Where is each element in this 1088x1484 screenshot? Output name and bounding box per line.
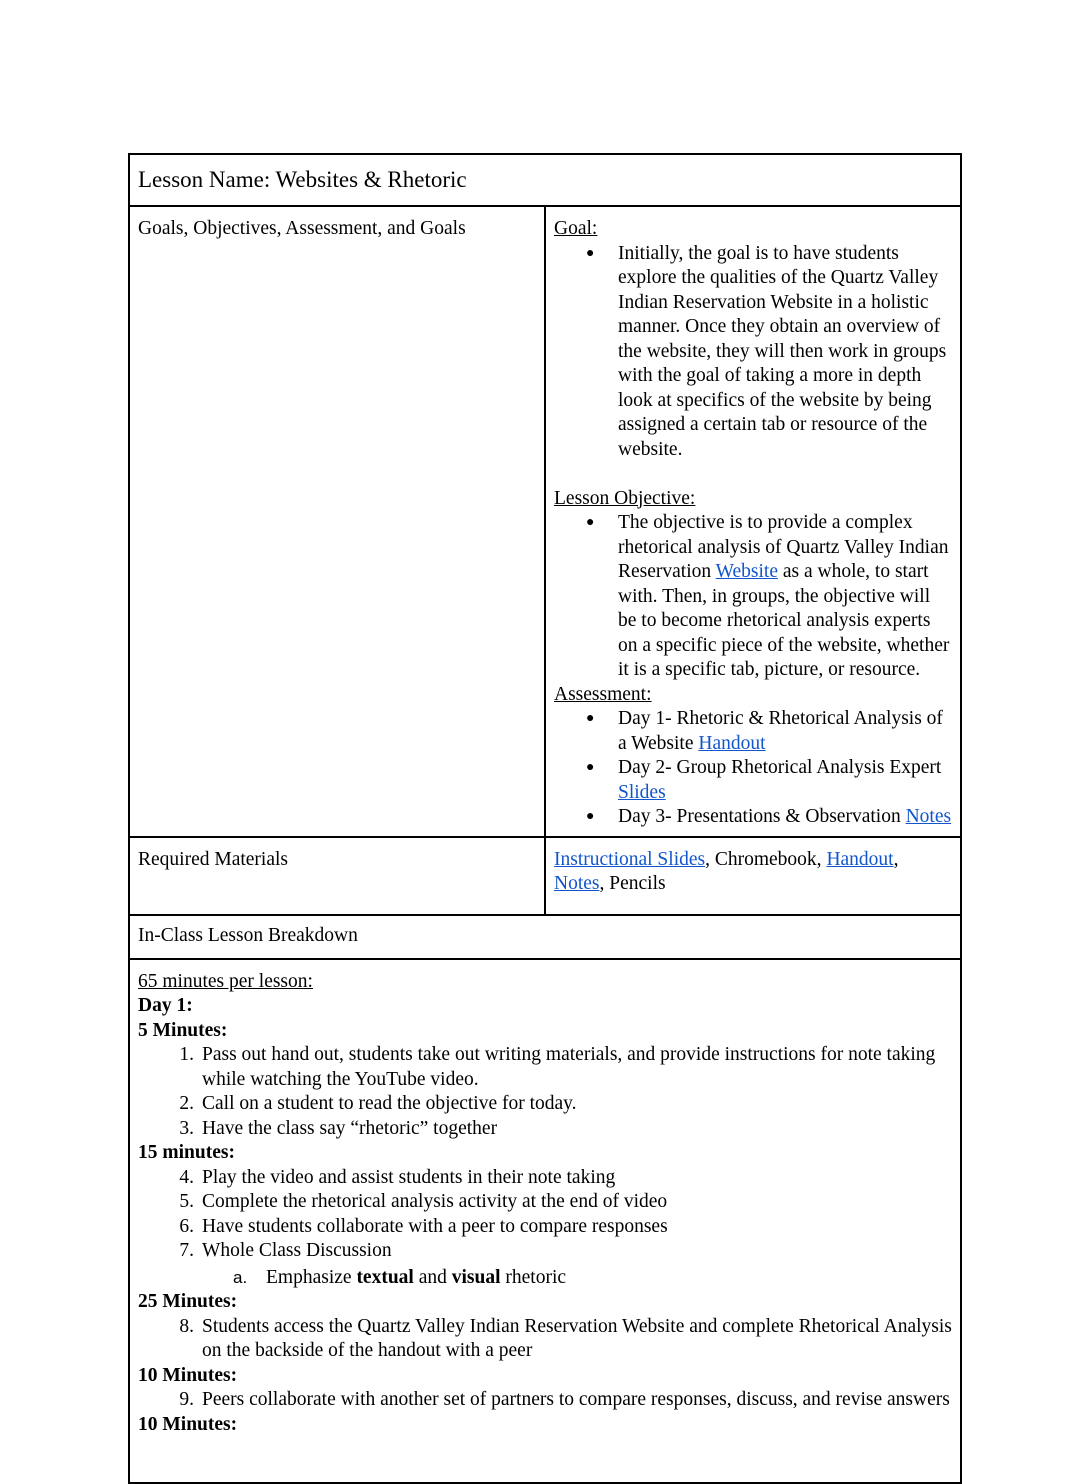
lesson-plan-table (128, 153, 962, 1484)
assessment-item: ● Day 3- Presentations & Observation Notes (554, 805, 952, 830)
step-item: 1. Pass out hand out, students take out writing materials, and provide instructions for note taking while watching the YouTube video. (179, 1044, 936, 1090)
handout-link[interactable]: Handout (826, 848, 894, 870)
materials-label: Required Materials (129, 837, 545, 915)
notes-link[interactable]: Notes (554, 873, 600, 894)
step-item: 7. Whole Class Discussion (179, 1240, 392, 1261)
step-item: 2. Call on a student to read the objective for today. (179, 1093, 577, 1114)
sub-step-item: a. Emphasize textual and visual rhetoric (233, 1266, 567, 1288)
goals-label: Goals, Objectives, Assessment, and Goals (129, 206, 545, 837)
step-item: 3. Have the class say “rhetoric” together (179, 1117, 498, 1139)
instructional-slides-link[interactable]: Instructional Slides (554, 848, 706, 870)
handout-link[interactable]: Handout (698, 732, 766, 754)
materials-content: Instructional Slides, Chromebook, Handout, Notes, Pencils (545, 837, 961, 915)
step-item: 4. Play the video and assist students in their note taking (179, 1166, 616, 1188)
time-block-heading: 10 Minutes: (138, 1364, 238, 1386)
duration-note: 65 minutes per lesson: (138, 970, 313, 992)
time-block-heading: 5 Minutes: (138, 1019, 228, 1041)
breakdown-content (129, 959, 961, 1483)
lesson-title: Lesson Name: Websites & Rhetoric (129, 154, 961, 206)
step-item: 8. Students access the Quartz Valley Indian Reservation Website and complete Rhetorical Analysis on the backside of the handout with a peer (179, 1315, 952, 1361)
goals-content (545, 206, 961, 837)
time-block-heading: 15 minutes: (138, 1142, 235, 1163)
day-heading: Day 1: (138, 995, 193, 1016)
notes-link[interactable]: Notes (905, 806, 952, 827)
step-item: 6. Have students collaborate with a peer to compare responses (179, 1215, 668, 1237)
goal-heading: Goal: (554, 218, 598, 239)
website-link[interactable]: Website (715, 561, 778, 582)
step-item: 5. Complete the rhetorical analysis activity at the end of video (179, 1191, 668, 1212)
breakdown-heading: In-Class Lesson Breakdown (129, 915, 961, 959)
assessment-item: ● Day 2- Group Rhetorical Analysis Expert Slides (554, 756, 952, 805)
objective-heading: Lesson Objective: (554, 487, 696, 509)
time-block-heading: 10 Minutes: (138, 1413, 238, 1435)
step-item: 9. Peers collaborate with another set of partners to compare responses, discuss, and revise answers (179, 1389, 950, 1410)
assessment-heading: Assessment: (554, 683, 652, 705)
objective-text: ● The objective is to provide a complex rhetorical analysis of Quartz Valley Indian Reservation Website as a whole, to start with. Then, in groups, the objective will be to become rhetorical analysis experts on a specific piece of the website, whether it is a specific tab, picture, or resource. (554, 511, 952, 683)
goal-text: ● Initially, the goal is to have students explore the qualities of the Quartz Valley Indian Reservation Website in a holistic manner. Once they obtain an overview of the website, they will then work in groups with the goal of taking a more in depth look at specifics of the website by being assigned a certain tab or resource of the website. (554, 242, 952, 463)
slides-link[interactable]: Slides (618, 781, 666, 803)
time-block-heading: 25 Minutes: (138, 1291, 238, 1312)
assessment-item: ● Day 1- Rhetoric & Rhetorical Analysis of a Website Handout (554, 707, 952, 756)
